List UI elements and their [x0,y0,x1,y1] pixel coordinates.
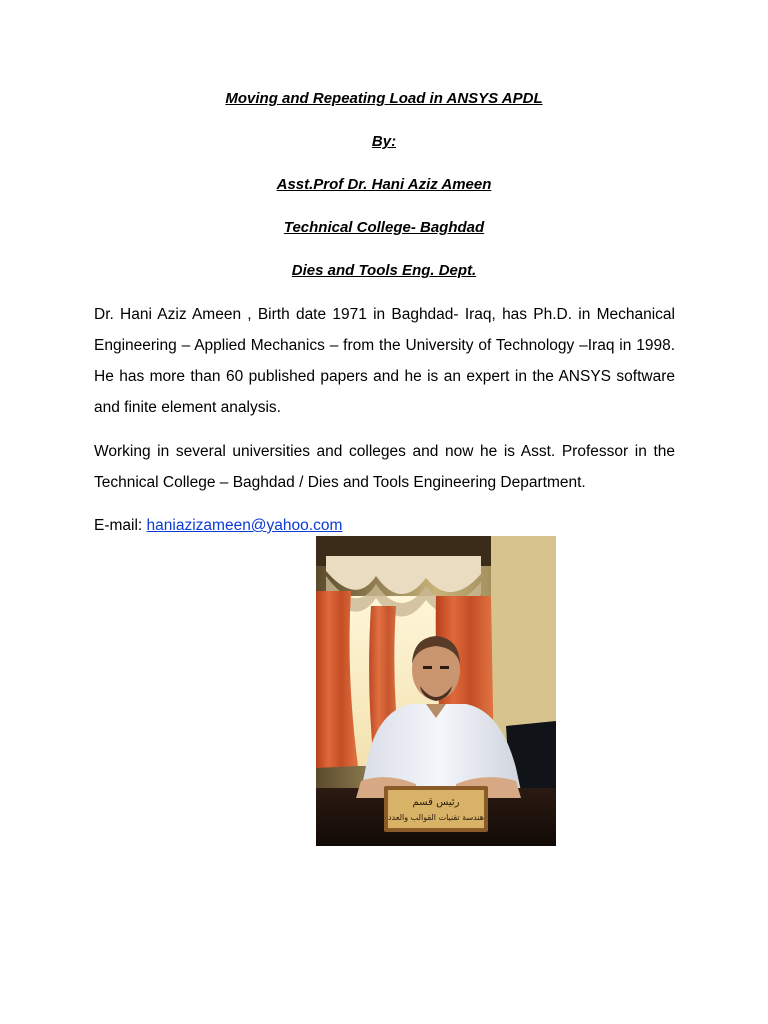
institution-name: Technical College- Baghdad [283,219,485,236]
work-paragraph: Working in several universities and colleges and now he is Asst. Professor in the Technical College – Baghdad / Dies and Tools Engineering Department. [94,443,675,491]
bio-paragraph: Dr. Hani Aziz Ameen , Birth date 1971 in Baghdad- Iraq, has Ph.D. in Mechanical Engineering – Applied Mechanics – from the University of Technology –Iraq in 1998. He has more than 60 published papers and he is an expert in the ANSYS software and finite element analysis. [94,306,675,416]
document-title: Moving and Repeating Load in ANSYS APDL [225,90,543,107]
department-name: Dies and Tools Eng. Dept. [291,262,477,279]
email-line [94,512,342,540]
author-photo [316,536,556,846]
nameplate-line2: هندسة تقنيات القوالب والعدد [387,813,485,822]
email-label: E-mail: [94,517,147,534]
by-label: By: [371,133,397,150]
author-name: Asst.Prof Dr. Hani Aziz Ameen [276,176,492,193]
email-link[interactable]: haniazizameen@yahoo.com [146,517,343,534]
nameplate-line1: رئيس قسم [412,797,460,808]
